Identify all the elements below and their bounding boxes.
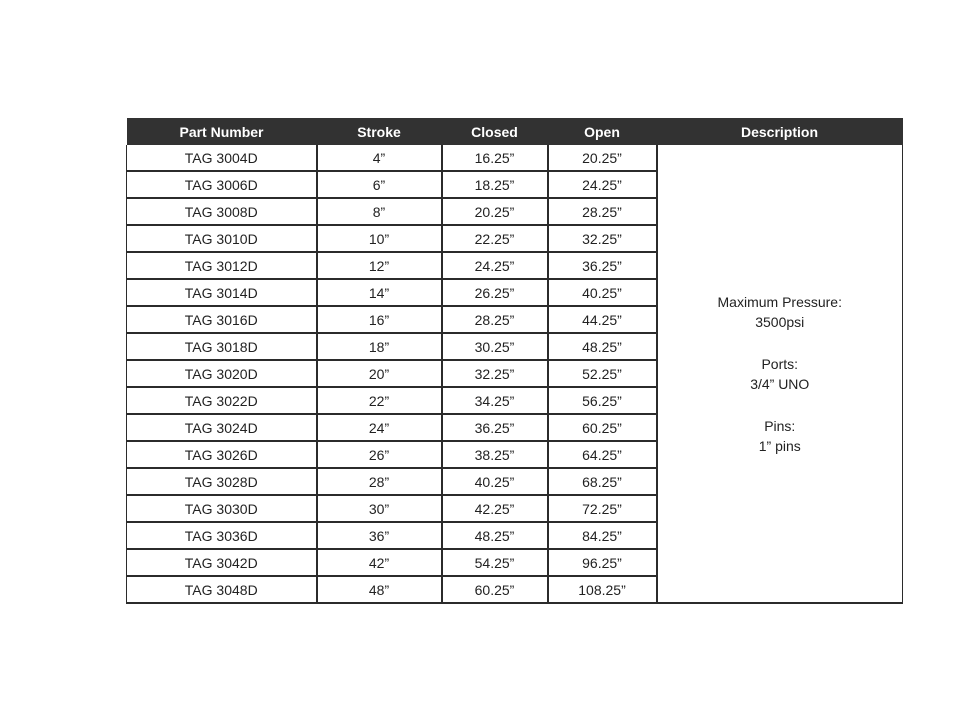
open-cell: 32.25” <box>548 225 657 252</box>
spec-table <box>126 118 903 604</box>
stroke-cell: 28” <box>317 468 442 495</box>
closed-cell: 60.25” <box>442 576 548 603</box>
stroke-cell: 6” <box>317 171 442 198</box>
part-number-cell: TAG 3024D <box>127 414 317 441</box>
part-number-cell: TAG 3018D <box>127 333 317 360</box>
part-number-cell: TAG 3016D <box>127 306 317 333</box>
open-cell: 24.25” <box>548 171 657 198</box>
open-cell: 64.25” <box>548 441 657 468</box>
open-cell: 40.25” <box>548 279 657 306</box>
part-number-cell: TAG 3048D <box>127 576 317 603</box>
part-number-cell: TAG 3028D <box>127 468 317 495</box>
part-number-cell: TAG 3014D <box>127 279 317 306</box>
stroke-cell: 8” <box>317 198 442 225</box>
pressure-value: 3500psi <box>755 313 805 330</box>
part-number-cell: TAG 3008D <box>127 198 317 225</box>
stroke-cell: 24” <box>317 414 442 441</box>
open-cell: 48.25” <box>548 333 657 360</box>
stroke-cell: 16” <box>317 306 442 333</box>
header-open: Open <box>548 118 657 145</box>
stroke-cell: 30” <box>317 495 442 522</box>
header-part-number: Part Number <box>127 118 317 145</box>
open-cell: 96.25” <box>548 549 657 576</box>
table-body <box>127 145 903 603</box>
part-number-cell: TAG 3026D <box>127 441 317 468</box>
closed-cell: 54.25” <box>442 549 548 576</box>
closed-cell: 36.25” <box>442 414 548 441</box>
stroke-cell: 42” <box>317 549 442 576</box>
part-number-cell: TAG 3030D <box>127 495 317 522</box>
open-cell: 20.25” <box>548 145 657 171</box>
closed-cell: 24.25” <box>442 252 548 279</box>
stroke-cell: 14” <box>317 279 442 306</box>
closed-cell: 16.25” <box>442 145 548 171</box>
closed-cell: 18.25” <box>442 171 548 198</box>
stroke-cell: 10” <box>317 225 442 252</box>
open-cell: 52.25” <box>548 360 657 387</box>
part-number-cell: TAG 3042D <box>127 549 317 576</box>
closed-cell: 32.25” <box>442 360 548 387</box>
open-cell: 108.25” <box>548 576 657 603</box>
description-spacer <box>658 394 903 416</box>
open-cell: 84.25” <box>548 522 657 549</box>
stroke-cell: 48” <box>317 576 442 603</box>
description-cell <box>657 145 903 603</box>
header-closed: Closed <box>442 118 548 145</box>
closed-cell: 42.25” <box>442 495 548 522</box>
part-number-cell: TAG 3010D <box>127 225 317 252</box>
part-number-cell: TAG 3006D <box>127 171 317 198</box>
open-cell: 60.25” <box>548 414 657 441</box>
pressure-label: Maximum Pressure: <box>717 293 842 310</box>
closed-cell: 28.25” <box>442 306 548 333</box>
pins-label: Pins: <box>764 417 796 434</box>
closed-cell: 48.25” <box>442 522 548 549</box>
header-row <box>127 118 903 145</box>
open-cell: 56.25” <box>548 387 657 414</box>
stroke-cell: 26” <box>317 441 442 468</box>
description-spacer <box>658 332 903 354</box>
part-number-cell: TAG 3004D <box>127 145 317 171</box>
part-number-cell: TAG 3012D <box>127 252 317 279</box>
open-cell: 44.25” <box>548 306 657 333</box>
ports-label: Ports: <box>761 355 799 372</box>
part-number-cell: TAG 3020D <box>127 360 317 387</box>
table-header <box>127 118 903 145</box>
closed-cell: 30.25” <box>442 333 548 360</box>
stroke-cell: 18” <box>317 333 442 360</box>
stroke-cell: 20” <box>317 360 442 387</box>
open-cell: 72.25” <box>548 495 657 522</box>
ports-value: 3/4” UNO <box>750 375 810 392</box>
closed-cell: 22.25” <box>442 225 548 252</box>
open-cell: 36.25” <box>548 252 657 279</box>
header-stroke: Stroke <box>317 118 442 145</box>
closed-cell: 20.25” <box>442 198 548 225</box>
stroke-cell: 12” <box>317 252 442 279</box>
closed-cell: 34.25” <box>442 387 548 414</box>
open-cell: 68.25” <box>548 468 657 495</box>
pins-value: 1” pins <box>758 437 801 454</box>
stroke-cell: 4” <box>317 145 442 171</box>
closed-cell: 38.25” <box>442 441 548 468</box>
closed-cell: 26.25” <box>442 279 548 306</box>
part-number-cell: TAG 3022D <box>127 387 317 414</box>
part-number-cell: TAG 3036D <box>127 522 317 549</box>
stroke-cell: 36” <box>317 522 442 549</box>
closed-cell: 40.25” <box>442 468 548 495</box>
header-description: Description <box>657 118 903 145</box>
open-cell: 28.25” <box>548 198 657 225</box>
table-row <box>127 145 903 171</box>
stroke-cell: 22” <box>317 387 442 414</box>
